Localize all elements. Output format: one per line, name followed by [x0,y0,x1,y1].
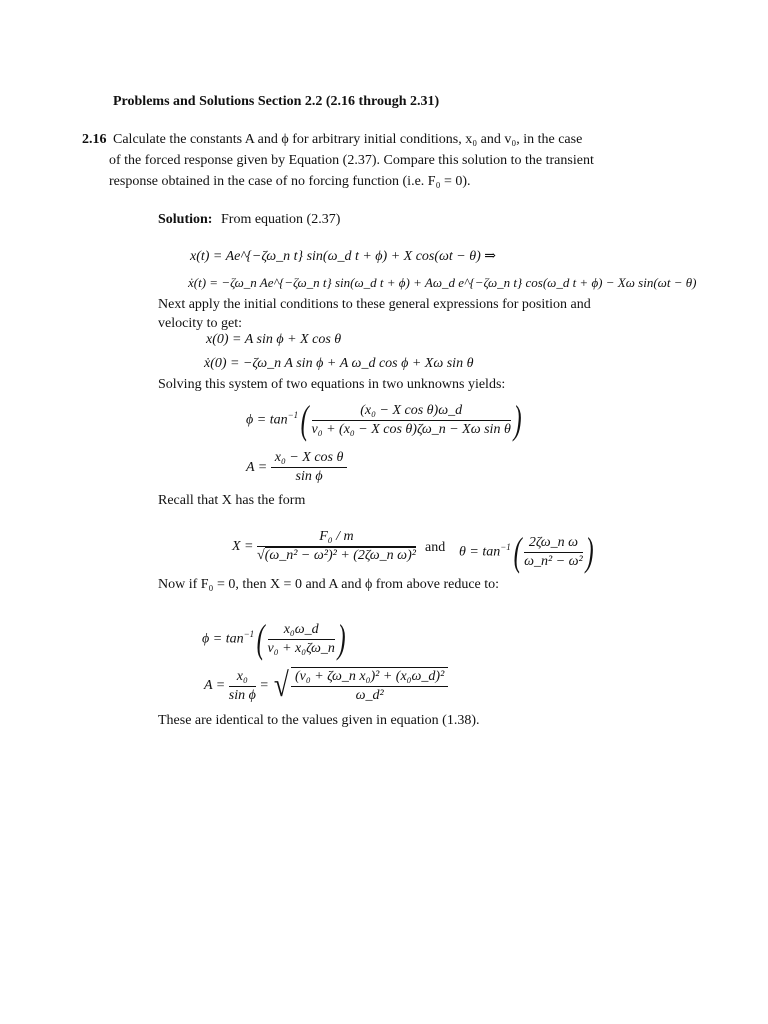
equation-X: X = $\frac{\text{F₀ / m}}{\text{√(ω\_n² − ω²)² + (2ζω\_n ω)²}}$ [232,529,416,564]
equation-phi-reduced-numerator: x₀ω_d [268,621,335,640]
equation-velocity: ẋ(t) = −ζω_n Ae^{−ζω_n t} sin(ω_d t + ϕ) + Aω_d e^{−ζω_n t} cos(ω_d t + ϕ) − Xω sin(ωt − θ) [188,275,697,290]
equation-A-reduced-root-denominator: ω_d² [355,688,384,703]
equation-phi-denominator: v₀ + (x₀ − X cos θ)ζω_n − Xω sin θ [311,421,511,437]
text-now: Now if F₀ = 0, then X = 0 and A and ϕ from above reduce to: [158,577,500,592]
equation-theta-numerator: 2ζω_n ω [524,534,583,553]
equation-phi: $\phi = \tan^{-1}$( $\frac{\text{(x₀ − X cos θ)ω\_d}}{\text{v₀ + (x₀ − X cos θ)ζω\_n − Xω sin θ}}$ ) [246,397,522,443]
text-and: and [425,540,446,555]
equation-theta: $\theta = \tan^{-1}$( $\frac{\text{2ζω\_n ω}}{\text{ω\_n² − ω²}}$ ) [459,529,594,575]
equation-X-denominator: (ω_n² − ω²)² + (2ζω_n ω)² [264,548,416,564]
sqrt-symbol: √ [274,667,290,704]
equation-A: A = $\frac{\text{x₀ − X cos θ}}{\text{sin ϕ}}$ [246,448,347,488]
equation-theta-denominator: ω_n² − ω² [524,553,583,569]
equation-A-reduced-numerator: x₀ [229,668,256,687]
page-title: Problems and Solutions Section 2.2 (2.16 through 2.31) [113,94,440,109]
equation-xdot0: ẋ(0) = −ζω_n A sin ϕ + A ω_d cos ϕ + Xω sin θ [204,356,474,371]
problem-line-3: response obtained in the case of no forcing function (i.e. F₀ = 0). [109,174,471,189]
equation-phi-reduced-denominator: v₀ + x₀ζω_n [267,640,335,656]
equation-position: x(t) = Ae^{−ζω_n t} sin(ω_d t + ϕ) + X cos(ωt − θ) ⇒ [190,249,497,264]
text-initial-conditions-2: velocity to get: [158,316,242,331]
equation-X-numerator: F₀ / m [257,528,416,547]
solution-label: Solution: [158,212,213,227]
problem-line-2: of the forced response given by Equation (2.37). Compare this solution to the transient [109,153,594,168]
equation-A-reduced-denominator: sin ϕ [228,687,256,703]
problem-line-1: Calculate the constants A and ϕ for arbitrary initial conditions, x₀ and v₀, in the case [113,132,583,147]
text-initial-conditions-1: Next apply the initial conditions to these general expressions for position and [158,297,591,312]
equation-X-denominator-wrap: √(ω_n² − ω²)² + (2ζω_n ω)² [257,548,416,564]
equation-phi-reduced: $\phi = \tan^{-1}$( $\frac{\text{x₀ω\_d}}{\text{v₀ + x₀ζω\_n}}$ ) [202,616,346,662]
equation-A-reduced: A = $\frac{\text{x₀}}{\text{sin ϕ}}$ = √ $\frac{\text{(v₀ + ζω\_n x₀)² + (x₀ω\_d)²}}{\text{ω\_d²}}$ [204,666,448,706]
equation-A-denominator: sin ϕ [295,469,323,485]
equation-phi-numerator: (x₀ − X cos θ)ω_d [312,402,511,421]
solution-intro: From equation (2.37) [221,212,341,227]
text-recall: Recall that X has the form [158,493,306,508]
equation-A-numerator: x₀ − X cos θ [271,449,348,468]
text-final: These are identical to the values given in equation (1.38). [158,713,480,728]
equation-x0: x(0) = A sin ϕ + X cos θ [206,332,342,347]
text-solving: Solving this system of two equations in two unknowns yields: [158,377,506,392]
problem-number: 2.16 [82,132,107,147]
equation-A-reduced-root-numerator: (v₀ + ζω_n x₀)² + (x₀ω_d)² [291,668,448,687]
